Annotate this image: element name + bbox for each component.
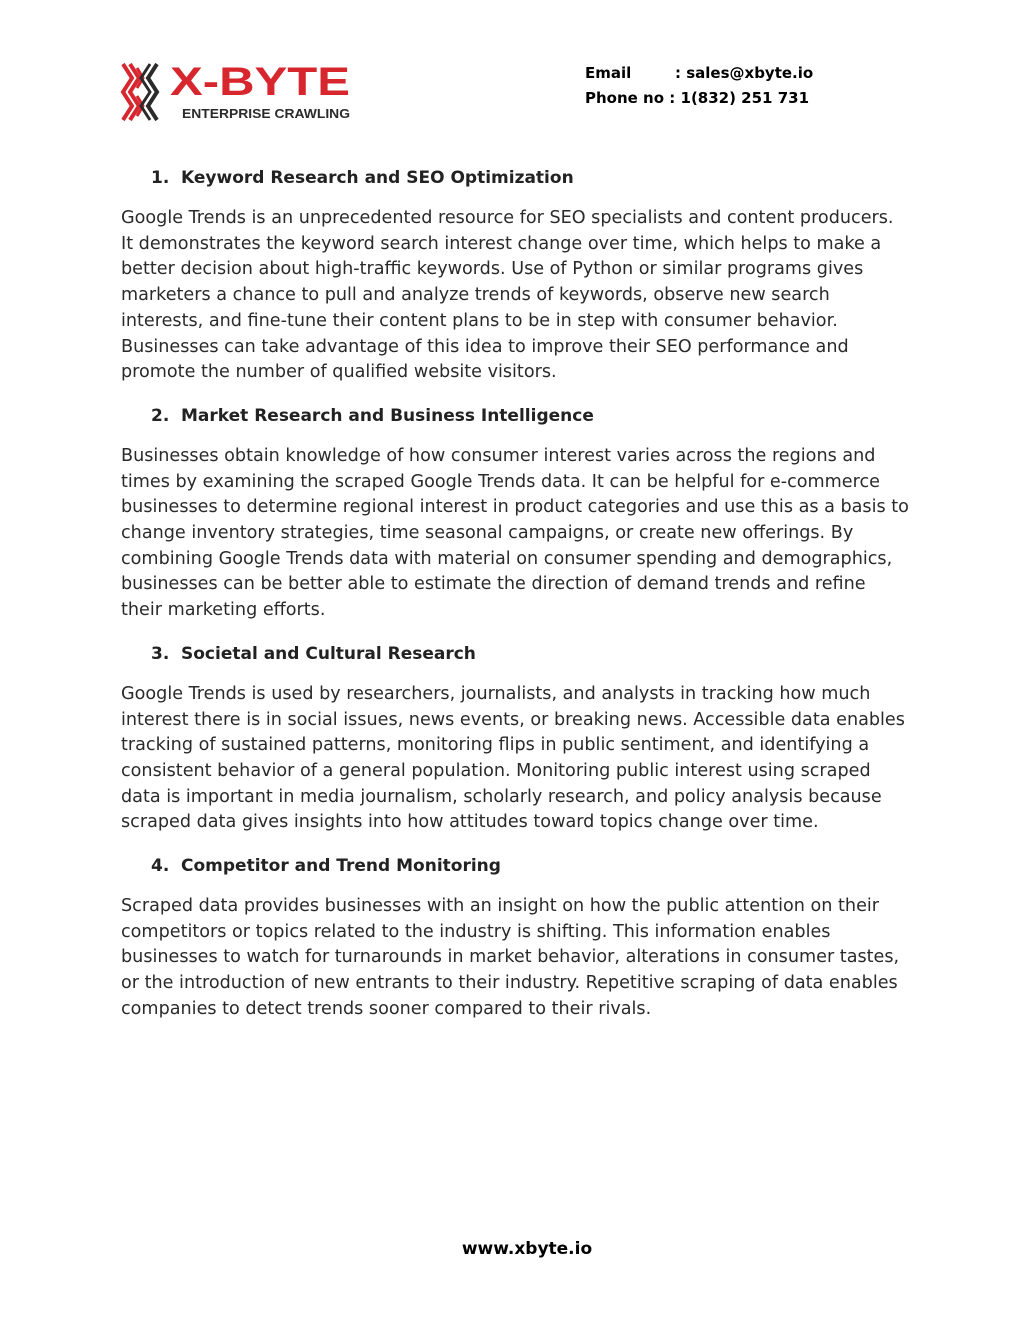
section-number: 4. xyxy=(151,856,170,877)
section-heading xyxy=(121,642,911,666)
section-number: 1. xyxy=(151,168,170,188)
xbyte-logo xyxy=(120,60,360,126)
section-competitor-monitoring xyxy=(121,854,911,1023)
phone-row xyxy=(585,86,813,111)
section-title: Keyword Research and SEO Optimization xyxy=(181,168,574,188)
section-paragraph: Google Trends is used by researchers, journalists, and analysts in tracking how much interest there is in social issues, news events, or breaking news. Accessible data enables tracking of sustained patterns, monitoring flips in public sentiment, and identifying a consistent behavior of a general population. Monitoring public interest using scraped data is important in media journalism, scholarly research, and policy analysis because scraped data gives insights into how attitudes toward topics change over time. xyxy=(121,683,905,833)
xbyte-logo-graphic xyxy=(120,60,360,126)
section-number: 3. xyxy=(151,643,170,664)
section-societal-research xyxy=(121,642,911,836)
logo-tagline-text: ENTERPRISE CRAWLING xyxy=(182,107,350,121)
section-paragraph: Scraped data provides businesses with an insight on how the public attention on their competitors or topics related to the industry is shifting. This information enables businesses to watch for turnarounds in market behavior, alterations in consumer tastes, or the introduction of new entrants to their industry. Repetitive scraping of data enables companies to detect trends sooner compared to their rivals. xyxy=(121,896,900,1019)
document-body xyxy=(121,166,911,1023)
section-paragraph: Businesses obtain knowledge of how consumer interest varies across the regions and times by examining the scraped Google Trends data. It can be helpful for e-commerce businesses to determine regional interest in product categories and use this as a basis to change inventory strategies, time seasonal campaigns, or create new offerings. By combining Google Trends data with material on consumer spending and demographics, businesses can be better able to estimate the direction of demand trends and refine their marketing efforts. xyxy=(121,445,909,621)
logo-brand-text: X-BYTE xyxy=(170,60,350,104)
page-footer xyxy=(0,1239,1024,1259)
phone-label: Phone no xyxy=(585,89,665,107)
phone-value[interactable]: : 1(832) 251 731 xyxy=(669,89,810,107)
email-label: Email xyxy=(585,64,632,82)
contact-info xyxy=(585,61,813,111)
section-heading xyxy=(121,854,911,878)
section-paragraph: Google Trends is an unprecedented resource for SEO specialists and content producers. It demonstrates the keyword search interest change over time, which helps to make a better decision about high-traffic keywords. Use of Python or similar programs gives marketers a chance to pull and analyze trends of keywords, observe new search interests, and fine-tune their content plans to be in step with consumer behavior. Businesses can take advantage of this idea to improve their SEO performance and promote the number of qualified website visitors. xyxy=(121,208,894,383)
section-heading xyxy=(121,404,911,428)
section-title: Market Research and Business Intelligence xyxy=(181,405,594,426)
section-heading xyxy=(121,166,911,190)
section-market-research xyxy=(121,404,911,624)
section-keyword-research xyxy=(121,166,911,386)
email-value[interactable]: : sales@xbyte.io xyxy=(675,64,814,82)
section-title: Societal and Cultural Research xyxy=(181,643,476,664)
website-link[interactable]: www.xbyte.io xyxy=(461,1239,593,1259)
email-row xyxy=(585,61,813,86)
section-title: Competitor and Trend Monitoring xyxy=(181,856,501,877)
logo-mark-icon xyxy=(123,64,157,120)
section-number: 2. xyxy=(151,405,170,426)
